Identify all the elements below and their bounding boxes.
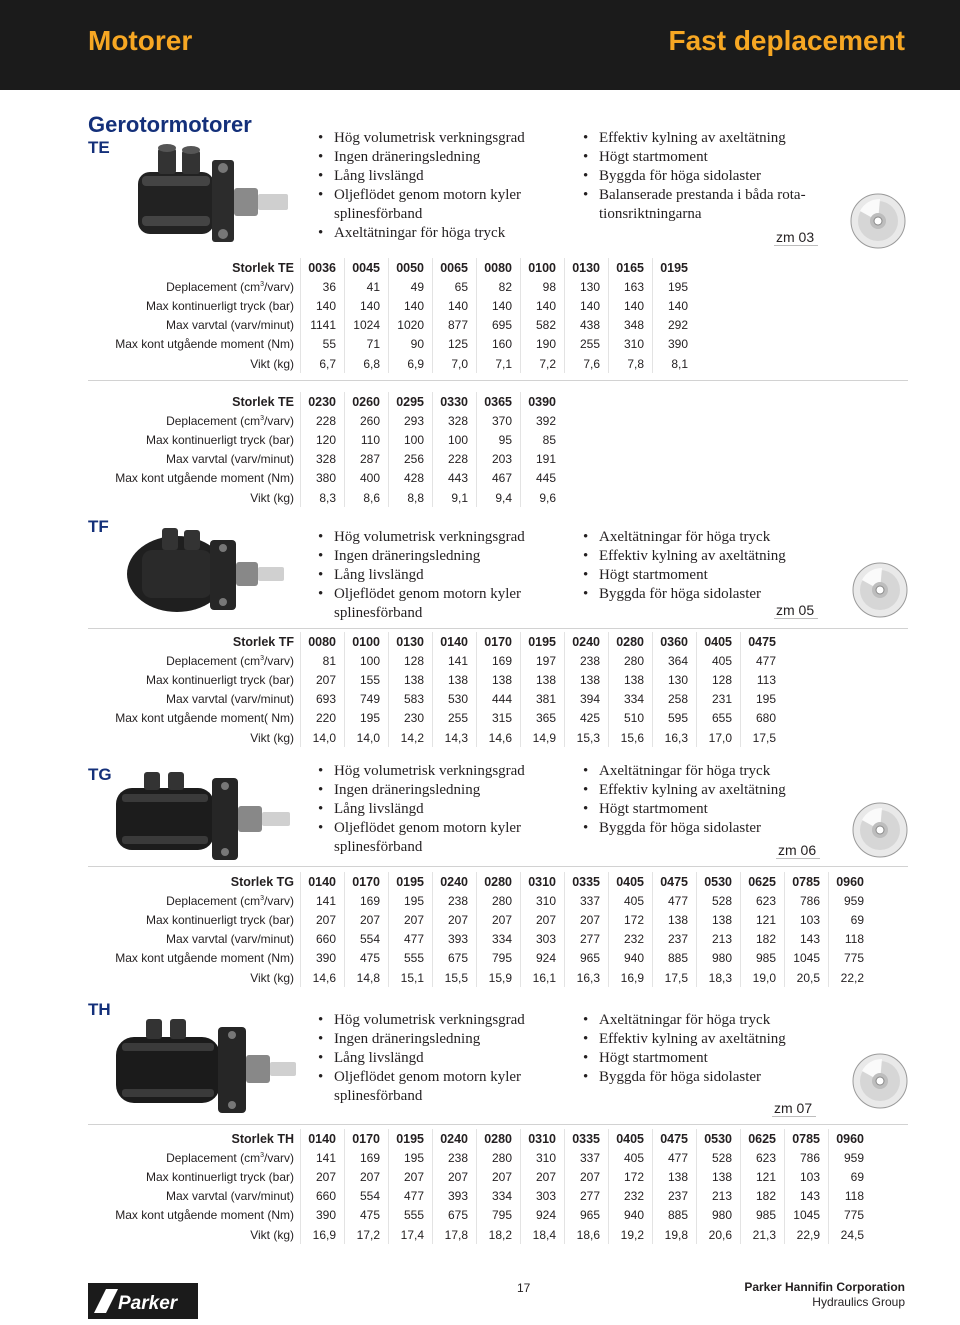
spec-table-tf bbox=[88, 632, 784, 747]
te-features-right bbox=[583, 129, 823, 224]
te-features-left bbox=[318, 129, 558, 243]
spec-table-te-1 bbox=[88, 258, 696, 373]
cd-icon bbox=[852, 802, 908, 858]
size-cell: 0295 bbox=[389, 392, 433, 411]
size-cell: 0625 bbox=[741, 1129, 785, 1148]
table-row: Vikt (kg) 8,3 8,6 8,8 9,1 9,4 9,6 bbox=[88, 488, 564, 507]
size-cell: 0140 bbox=[433, 632, 477, 651]
feature-item: • Axeltätningar för höga tryck bbox=[583, 1011, 823, 1030]
feature-item: • Axeltätningar för höga tryck bbox=[318, 224, 558, 243]
feature-item: • Oljeflödet genom motorn kyler splinesförband bbox=[318, 1068, 558, 1106]
size-cell: 0310 bbox=[521, 1129, 565, 1148]
size-cell: 0195 bbox=[389, 872, 433, 891]
size-cell: 0960 bbox=[829, 1129, 873, 1148]
size-cell: 0080 bbox=[301, 632, 345, 651]
size-cell: 0050 bbox=[389, 258, 433, 277]
table-row: Vikt (kg) 6,7 6,8 6,9 7,0 7,1 7,2 7,6 7,8 8,1 bbox=[88, 354, 696, 373]
size-cell: 0065 bbox=[433, 258, 477, 277]
table-header-label: Storlek TG bbox=[230, 874, 294, 889]
feature-item: • Byggda för höga sidolaster bbox=[583, 819, 823, 838]
page-number: 17 bbox=[517, 1281, 531, 1295]
size-cell: 0310 bbox=[521, 872, 565, 891]
table-row: Max kontinuerligt tryck (bar) 140 140 140 140 140 140 140 140 140 bbox=[88, 296, 696, 315]
size-cell: 0240 bbox=[433, 872, 477, 891]
size-cell: 0280 bbox=[477, 1129, 521, 1148]
feature-item: • Effektiv kylning av axeltätning bbox=[583, 547, 823, 566]
divider bbox=[88, 628, 908, 629]
footer-company bbox=[744, 1280, 905, 1310]
feature-item: • Hög volumetrisk verkningsgrad bbox=[318, 1011, 558, 1030]
size-cell: 0195 bbox=[389, 1129, 433, 1148]
divider bbox=[88, 380, 908, 381]
parker-logo bbox=[88, 1283, 198, 1319]
table-row: Deplacement $(cm^3/varv)$ 141 169 195 238 280 310 337 405 477 528 623 786 959 bbox=[88, 1148, 872, 1167]
table-row: Max varvtal (varv/minut) 660 554 477 393 334 303 277 232 237 213 182 143 118 bbox=[88, 930, 872, 949]
feature-item: • Högt startmoment bbox=[583, 566, 823, 585]
company-division: Hydraulics Group bbox=[812, 1295, 905, 1309]
size-cell: 0195 bbox=[653, 258, 697, 277]
size-cell: 0130 bbox=[565, 258, 609, 277]
table-row: Max kont utgående moment( Nm) 220 195 230 255 315 365 425 510 595 655 680 bbox=[88, 709, 784, 728]
zm-reference: zm 06 bbox=[776, 842, 820, 859]
size-cell: 0240 bbox=[565, 632, 609, 651]
size-cell: 0360 bbox=[653, 632, 697, 651]
size-cell: 0330 bbox=[433, 392, 477, 411]
size-cell: 0390 bbox=[521, 392, 565, 411]
header-bar bbox=[0, 0, 960, 90]
feature-item: • Oljeflödet genom motorn kyler splinesförband bbox=[318, 819, 558, 857]
size-cell: 0045 bbox=[345, 258, 389, 277]
feature-item: • Effektiv kylning av axeltätning bbox=[583, 1030, 823, 1049]
section-code-te: TE bbox=[88, 138, 110, 157]
size-cell: 0100 bbox=[345, 632, 389, 651]
feature-item: • Lång livslängd bbox=[318, 800, 558, 819]
th-features-left bbox=[318, 1011, 558, 1106]
feature-item: • Balanserade prestanda i båda rota-tionsriktningarna bbox=[583, 186, 823, 224]
size-cell: 0170 bbox=[345, 872, 389, 891]
size-cell: 0405 bbox=[609, 872, 653, 891]
size-cell: 0625 bbox=[741, 872, 785, 891]
feature-item: • Högt startmoment bbox=[583, 148, 823, 167]
table-row: Max varvtal (varv/minut) 1141 1024 1020 877 695 582 438 348 292 bbox=[88, 316, 696, 335]
tf-features-left bbox=[318, 528, 558, 623]
tg-features-left bbox=[318, 762, 558, 857]
size-cell: 0130 bbox=[389, 632, 433, 651]
spec-table-tg bbox=[88, 872, 872, 987]
tf-features-right bbox=[583, 528, 823, 604]
size-cell: 0036 bbox=[301, 258, 345, 277]
zm-reference: zm 07 bbox=[772, 1100, 816, 1117]
motor-image bbox=[128, 140, 296, 248]
table-header-label: Storlek TE bbox=[232, 260, 294, 275]
size-cell: 0260 bbox=[345, 392, 389, 411]
feature-item: • Högt startmoment bbox=[583, 800, 823, 819]
table-row: Vikt (kg) 14,0 14,0 14,2 14,3 14,6 14,9 15,3 15,6 16,3 17,0 17,5 bbox=[88, 728, 784, 747]
feature-item: • Lång livslängd bbox=[318, 167, 558, 186]
feature-item: • Ingen dräneringsledning bbox=[318, 148, 558, 167]
size-cell: 0280 bbox=[477, 872, 521, 891]
size-cell: 0100 bbox=[521, 258, 565, 277]
feature-item: • Effektiv kylning av axeltätning bbox=[583, 781, 823, 800]
table-row: Max kont utgående moment (Nm) 390 475 555 675 795 924 965 940 885 980 985 1045 775 bbox=[88, 949, 872, 968]
size-cell: 0170 bbox=[345, 1129, 389, 1148]
table-header-label: Storlek TF bbox=[232, 634, 294, 649]
table-row: Deplacement $(cm^3/varv)$ 81 100 128 141 169 197 238 280 364 405 477 bbox=[88, 651, 784, 670]
table-row: Vikt (kg) 16,9 17,2 17,4 17,8 18,2 18,4 18,6 19,2 19,8 20,6 21,3 22,9 24,5 bbox=[88, 1225, 872, 1244]
table-row: Vikt (kg) 14,6 14,8 15,1 15,5 15,9 16,1 16,3 16,9 17,5 18,3 19,0 20,5 22,2 bbox=[88, 968, 872, 987]
feature-item: • Ingen dräneringsledning bbox=[318, 1030, 558, 1049]
feature-item: • Hög volumetrisk verkningsgrad bbox=[318, 129, 558, 148]
table-row: Deplacement $(cm^3/varv)$ 36 41 49 65 82 98 130 163 195 bbox=[88, 277, 696, 296]
table-row: Max varvtal (varv/minut) 660 554 477 393 334 303 277 232 237 213 182 143 118 bbox=[88, 1187, 872, 1206]
feature-item: • Högt startmoment bbox=[583, 1049, 823, 1068]
feature-item: • Ingen dräneringsledning bbox=[318, 547, 558, 566]
section-code-tg: TG bbox=[88, 765, 112, 784]
size-cell: 0530 bbox=[697, 1129, 741, 1148]
feature-item: • Hög volumetrisk verkningsgrad bbox=[318, 762, 558, 781]
feature-item: • Hög volumetrisk verkningsgrad bbox=[318, 528, 558, 547]
logo-text: Parker bbox=[118, 1293, 178, 1314]
motor-image bbox=[122, 522, 292, 622]
cd-icon bbox=[852, 562, 908, 618]
size-cell: 0365 bbox=[477, 392, 521, 411]
table-row: Max varvtal (varv/minut) 693 749 583 530 444 381 394 334 258 231 195 bbox=[88, 690, 784, 709]
size-cell: 0785 bbox=[785, 1129, 829, 1148]
feature-item: • Axeltätningar för höga tryck bbox=[583, 528, 823, 547]
size-cell: 0240 bbox=[433, 1129, 477, 1148]
size-cell: 0080 bbox=[477, 258, 521, 277]
size-cell: 0335 bbox=[565, 872, 609, 891]
cd-icon bbox=[852, 1053, 908, 1109]
section-code-tf: TF bbox=[88, 517, 109, 536]
feature-item: • Lång livslängd bbox=[318, 1049, 558, 1068]
size-cell: 0170 bbox=[477, 632, 521, 651]
table-header-label: Storlek TH bbox=[231, 1131, 294, 1146]
size-cell: 0960 bbox=[829, 872, 873, 891]
feature-item: • Oljeflödet genom motorn kyler splinesförband bbox=[318, 585, 558, 623]
table-row: Max kontinuerligt tryck (bar) 207 207 207 207 207 207 207 172 138 138 121 103 69 bbox=[88, 910, 872, 929]
size-cell: 0475 bbox=[741, 632, 785, 651]
size-cell: 0280 bbox=[609, 632, 653, 651]
feature-item: • Lång livslängd bbox=[318, 566, 558, 585]
table-row: Max varvtal (varv/minut) 328 287 256 228 203 191 bbox=[88, 450, 564, 469]
size-cell: 0335 bbox=[565, 1129, 609, 1148]
spec-table-th bbox=[88, 1129, 872, 1244]
size-cell: 0475 bbox=[653, 1129, 697, 1148]
table-row: Deplacement $(cm^3/varv)$ 141 169 195 238 280 310 337 405 477 528 623 786 959 bbox=[88, 891, 872, 910]
table-row: Max kont utgående moment (Nm) 390 475 555 675 795 924 965 940 885 980 985 1045 775 bbox=[88, 1206, 872, 1225]
divider bbox=[88, 1124, 908, 1125]
feature-item: • Byggda för höga sidolaster bbox=[583, 167, 823, 186]
table-row: Max kont utgående moment (Nm) 55 71 90 125 160 190 255 310 390 bbox=[88, 335, 696, 354]
header-left-title: Motorer bbox=[88, 25, 193, 56]
motor-image bbox=[110, 1015, 300, 1125]
table-row: Max kontinuerligt tryck (bar) 207 155 138 138 138 138 138 138 130 128 113 bbox=[88, 670, 784, 689]
size-cell: 0405 bbox=[609, 1129, 653, 1148]
divider bbox=[88, 866, 908, 867]
zm-reference: zm 03 bbox=[774, 229, 818, 246]
zm-reference: zm 05 bbox=[774, 602, 818, 619]
table-row: Max kontinuerligt tryck (bar) 207 207 207 207 207 207 207 172 138 138 121 103 69 bbox=[88, 1167, 872, 1186]
size-cell: 0165 bbox=[609, 258, 653, 277]
page-title: Gerotormotorer bbox=[88, 112, 252, 137]
size-cell: 0230 bbox=[301, 392, 345, 411]
section-code-th: TH bbox=[88, 1000, 111, 1019]
feature-item: • Axeltätningar för höga tryck bbox=[583, 762, 823, 781]
company-name: Parker Hannifin Corporation bbox=[744, 1280, 905, 1294]
table-row: Max kont utgående moment (Nm) 380 400 428 443 467 445 bbox=[88, 469, 564, 488]
feature-item: • Byggda för höga sidolaster bbox=[583, 585, 823, 604]
size-cell: 0405 bbox=[697, 632, 741, 651]
feature-item: • Oljeflödet genom motorn kyler splinesförband bbox=[318, 186, 558, 224]
size-cell: 0785 bbox=[785, 872, 829, 891]
size-cell: 0140 bbox=[301, 872, 345, 891]
feature-item: • Ingen dräneringsledning bbox=[318, 781, 558, 800]
table-header-label: Storlek TE bbox=[232, 394, 294, 409]
cd-icon bbox=[850, 193, 906, 249]
table-row: Deplacement $(cm^3/varv)$ 228 260 293 328 370 392 bbox=[88, 411, 564, 430]
th-features-right bbox=[583, 1011, 823, 1087]
size-cell: 0140 bbox=[301, 1129, 345, 1148]
spec-table-te-2 bbox=[88, 392, 564, 507]
feature-item: • Byggda för höga sidolaster bbox=[583, 1068, 823, 1087]
header-right-title: Fast deplacement bbox=[668, 25, 905, 56]
feature-item: • Effektiv kylning av axeltätning bbox=[583, 129, 823, 148]
size-cell: 0530 bbox=[697, 872, 741, 891]
table-row: Max kontinuerligt tryck (bar) 120 110 100 100 95 85 bbox=[88, 430, 564, 449]
tg-features-right bbox=[583, 762, 823, 838]
size-cell: 0195 bbox=[521, 632, 565, 651]
motor-image bbox=[110, 768, 295, 868]
size-cell: 0475 bbox=[653, 872, 697, 891]
